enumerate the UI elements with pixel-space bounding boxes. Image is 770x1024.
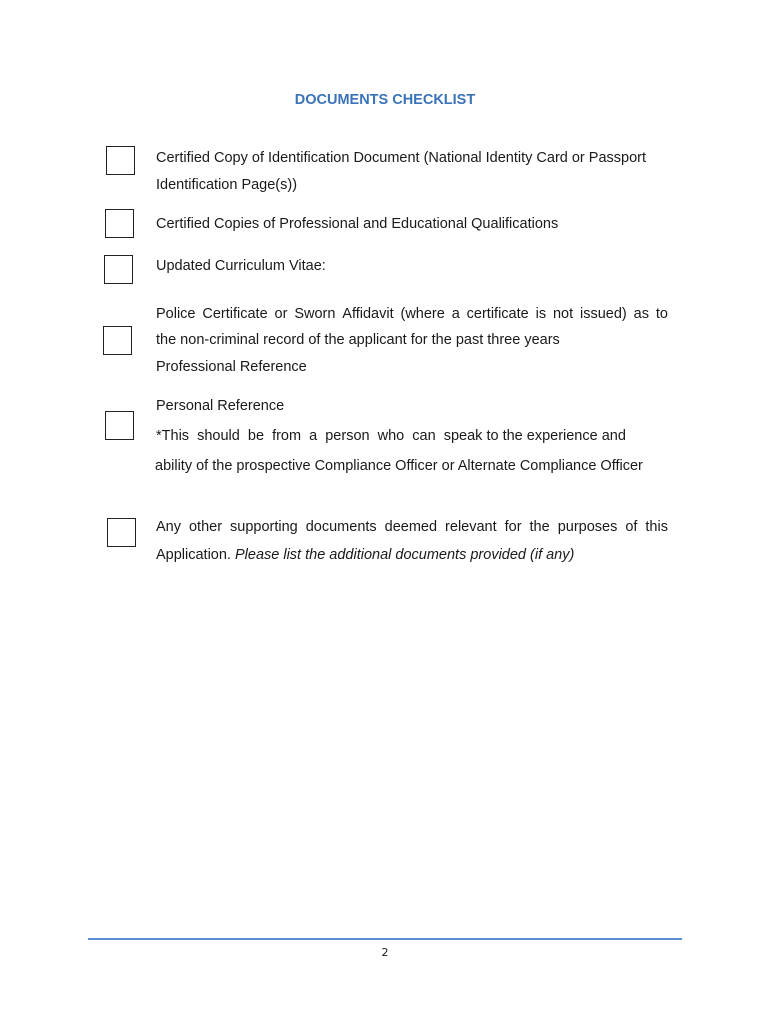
word: or xyxy=(274,306,288,322)
word: relevant xyxy=(445,519,497,535)
item-personal-reference-note-line2: ability of the prospective Compliance Officer or Alternate Compliance Officer xyxy=(155,458,643,474)
word: issued) xyxy=(580,306,627,322)
item-professional-reference: Professional Reference xyxy=(156,359,307,375)
item-personal-reference-note-line1: *This should be from a person who can speak to the experience and xyxy=(156,428,626,444)
checkbox-qualifications[interactable] xyxy=(105,209,134,238)
checkbox-police-certificate[interactable] xyxy=(103,326,132,355)
word: documents xyxy=(305,519,377,535)
word: Any xyxy=(156,519,181,535)
word: not xyxy=(552,306,574,322)
page-number: 2 xyxy=(381,946,389,959)
word: of xyxy=(625,519,638,535)
item-id-document-line1: Certified Copy of Identification Document (National Identity Card or Passport xyxy=(156,150,647,166)
word: supporting xyxy=(230,519,298,535)
word: the xyxy=(529,519,550,535)
page-title: DOCUMENTS CHECKLIST xyxy=(294,92,476,108)
item-police-certificate-line1 xyxy=(156,305,668,323)
word: this xyxy=(645,519,668,535)
item-curriculum-vitae-line1: Updated Curriculum Vitae: xyxy=(156,258,326,274)
word: deemed xyxy=(384,519,438,535)
word: a xyxy=(451,306,460,322)
word: Police xyxy=(156,306,196,322)
word: to xyxy=(655,306,668,322)
footer-divider xyxy=(88,938,682,940)
word: is xyxy=(535,306,547,322)
item-personal-reference-line1: Personal Reference xyxy=(156,398,285,414)
item-other-documents-line1 xyxy=(156,518,668,536)
word: as xyxy=(633,306,649,322)
item-police-certificate-line2: the non-criminal record of the applicant for the past three years xyxy=(156,332,560,348)
checkbox-id-document[interactable] xyxy=(106,146,135,175)
word: Sworn xyxy=(294,306,336,322)
checkbox-personal-reference[interactable] xyxy=(105,411,134,440)
word: (where xyxy=(400,306,445,322)
item-other-documents-application: Application. xyxy=(156,547,231,563)
item-qualifications-line1: Certified Copies of Professional and Educational Qualifications xyxy=(156,216,559,232)
word: for xyxy=(504,519,522,535)
word: other xyxy=(188,519,223,535)
item-other-documents-instruction: Please list the additional documents provided (if any) xyxy=(235,547,575,563)
item-other-documents-line2 xyxy=(156,546,574,564)
item-id-document-line2: Identification Page(s)) xyxy=(156,177,298,193)
word: Affidavit xyxy=(342,306,394,322)
word: Certificate xyxy=(202,306,268,322)
checkbox-other-documents[interactable] xyxy=(107,518,136,547)
word: certificate xyxy=(466,306,529,322)
checkbox-curriculum-vitae[interactable] xyxy=(104,255,133,284)
word: purposes xyxy=(557,519,618,535)
